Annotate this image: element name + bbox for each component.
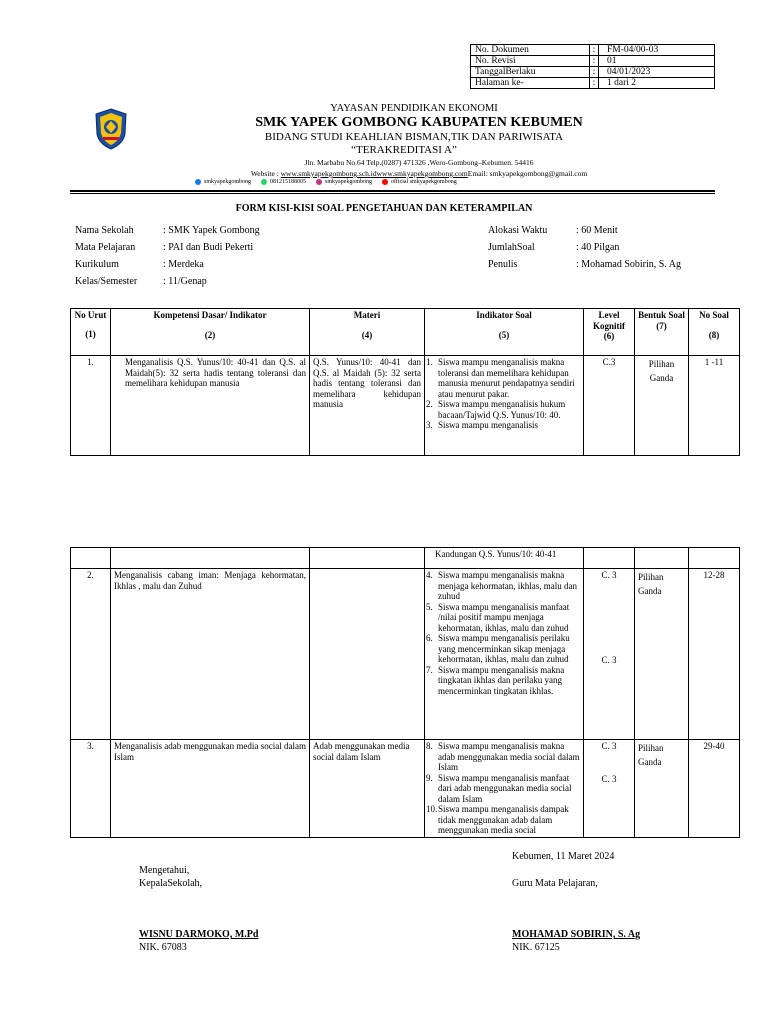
indicator-item: 10. Siswa mampu menganalisis dampak tidak menggunakan adab dalam menggunakan media social (426, 804, 569, 835)
website-prefix: Website : (250, 169, 281, 178)
col-header-kd: Kompetensi Dasar/ Indikator (2) (111, 309, 310, 356)
doc-control-row (471, 78, 715, 89)
youtube-icon (382, 179, 388, 185)
row2-no: 2. (71, 569, 111, 740)
row1-indikator-continued: Kandungan Q.S. Yunus/10: 40-41 (425, 548, 584, 569)
row2-indikator (425, 569, 584, 740)
row2-materi (310, 569, 425, 740)
table-row (71, 569, 740, 740)
social-item (261, 179, 306, 185)
letterhead-rule-thick (70, 190, 715, 192)
row1-no: 1. (71, 356, 111, 456)
indicator-item: 2. Siswa mampu menganalisis hukum bacaan/Tajwid Q.S. Yunus/10: 40. (426, 399, 566, 420)
row2-level: C. 3 C. 3 (584, 569, 635, 740)
doc-control-sep: : (590, 56, 599, 67)
instagram-icon (316, 179, 322, 185)
social-handle: smkyapekgombong (325, 179, 372, 185)
doc-control-row (471, 67, 715, 78)
meta-label: Kurikulum (75, 259, 119, 270)
meta-label: Kelas/Semester (75, 276, 138, 287)
doc-control-value: FM-04/00-03 (599, 45, 715, 56)
place-date: Kebumen, 11 Maret 2024 (512, 851, 615, 862)
signature-left-line1: Mengetahui, (139, 865, 190, 876)
doc-control-value: 1 dari 2 (599, 78, 715, 89)
indicator-item: 7. Siswa mampu menganalisis makna tingkatan ikhlas dan perilaku yang mencerminkan tingkatan ikhlas. (426, 664, 565, 696)
row3-indikator (425, 740, 584, 838)
meta-value: : Merdeka (163, 259, 204, 270)
social-item (382, 179, 457, 185)
social-handle: 081215188005 (270, 179, 306, 185)
teacher-nik: NIK. 67125 (512, 942, 560, 953)
row2-nosoal: 12-28 (689, 569, 740, 740)
meta-value: : Mohamad Sobirin, S. Ag (576, 259, 682, 270)
row1-bentuk: Pilihan Ganda (635, 356, 689, 456)
row3-nosoal: 29-40 (689, 740, 740, 838)
form-title: FORM KISI-KISI SOAL PENGETAHUAN DAN KETERAMPILAN (235, 203, 533, 214)
meta-value: : 40 Pilgan (576, 242, 620, 253)
indicator-item: 8. Siswa mampu menganalisis makna adab menggunakan media social dalam Islam (426, 741, 580, 772)
principal-nik: NIK. 67083 (139, 942, 187, 953)
row1-level: C.3 (584, 356, 635, 456)
website-link[interactable]: www.smkyapekgombong.sch.idwww.smkyapekgombong.com (280, 169, 468, 178)
social-media-row (195, 179, 457, 185)
indicator-item: 4. Siswa mampu menganalisis makna menjaga kehormatan, ikhlas, malu dan zuhud (426, 570, 577, 601)
doc-control-label: No. Revisi (471, 56, 590, 67)
table-header-row (71, 309, 740, 356)
facebook-icon (195, 179, 201, 185)
meta-value: : SMK Yapek Gombong (163, 225, 260, 236)
col-header-indikator: Indikator Soal (5) (425, 309, 584, 356)
meta-label: Nama Sekolah (75, 225, 134, 236)
accreditation: “TERAKREDITASI A” (351, 144, 457, 156)
col-header-materi: Materi (4) (310, 309, 425, 356)
col-header-no: No Urut (1) (71, 309, 111, 356)
doc-control-label: Halaman ke- (471, 78, 590, 89)
col-header-nosoal: No Soal (8) (689, 309, 740, 356)
teacher-name: MOHAMAD SOBIRIN, S. Ag (512, 929, 641, 940)
doc-control-sep: : (590, 78, 599, 89)
social-handle: smkyapekgombong (204, 179, 251, 185)
school-website-line (0, 169, 768, 178)
foundation-name: YAYASAN PENDIDIKAN EKONOMI (330, 103, 498, 114)
meta-value: : 11/Genap (163, 276, 207, 287)
whatsapp-icon (261, 179, 267, 185)
doc-control-value: 01 (599, 56, 715, 67)
indicator-item: 1. Siswa mampu menganalisis makna toleransi dan memelihara kehidupan manusia menurut pendapatnya sendiri atau menurut pakar. (426, 357, 575, 399)
meta-value: : 60 Menit (576, 225, 618, 236)
doc-control-value: 04/01/2023 (599, 67, 715, 78)
doc-control-row (471, 56, 715, 67)
meta-label: JumlahSoal (488, 242, 535, 253)
department-name: BIDANG STUDI KEAHLIAN BISMAN,TIK DAN PARIWISATA (264, 131, 564, 143)
doc-control-row (471, 45, 715, 56)
school-name: SMK YAPEK GOMBONG KABUPATEN KEBUMEN (255, 115, 583, 130)
signature-right-line: Guru Mata Pelajaran, (512, 878, 598, 889)
doc-control-sep: : (590, 67, 599, 78)
indicator-item: 3. Siswa mampu menganalisis (426, 420, 538, 430)
row2-bentuk: Pilihan Ganda (635, 569, 689, 740)
doc-control-label: TanggalBerlaku (471, 67, 590, 78)
row3-bentuk: Pilihan Ganda (635, 740, 689, 838)
doc-control-label: No. Dokumen (471, 45, 590, 56)
indicator-item: 5. Siswa mampu menganalisis manfaat /nilai positif mampu menjaga kehormatan, ikhlas, malu dan zuhud (426, 601, 570, 633)
indicator-item: 6. Siswa mampu menganalisis perilaku yang mencerminkan sikap menjaga kehormatan, ikhlas, malu dan zuhud (426, 633, 570, 664)
row3-kd: Menganalisis adab menggunakan media social dalam Islam (111, 740, 310, 838)
kisi-kisi-table-part-2 (70, 547, 740, 838)
meta-label: Alokasi Waktu (488, 225, 548, 236)
row3-no: 3. (71, 740, 111, 838)
row1-nosoal: 1 -11 (689, 356, 740, 456)
social-item (195, 179, 251, 185)
row1-kd: Menganalisis Q.S. Yunus/10: 40-41 dan Q.S. al Maidah(5): 32 serta hadis tentang toleransi dan memelihara kehidupan manusia (111, 356, 310, 456)
row1-indikator (425, 356, 584, 456)
letterhead-rule-thin (70, 193, 715, 194)
row3-level: C. 3 C. 3 (584, 740, 635, 838)
col-header-level: Level Kognitif (6) (584, 309, 635, 356)
row3-materi: Adab menggunakan media social dalam Islam (310, 740, 425, 838)
meta-label: Mata Pelajaran (75, 242, 136, 253)
indicator-item: 9. Siswa mampu menganalisis manfaat dari adab menggunakan media social dalam Islam (426, 772, 572, 804)
school-address: Jln. Marbabu No.64 Telp.(0287) 471326 ,Wero-Gombong–Kebumen. 54416 (304, 158, 534, 167)
email-text: Email: smkyapekgombong@gmail.com (467, 169, 588, 178)
signature-left-line2: KepalaSekolah, (139, 878, 203, 889)
col-header-bentuk: Bentuk Soal (7) (635, 309, 689, 356)
table-row (71, 548, 740, 569)
table-row (71, 740, 740, 838)
row1-materi: Q.S. Yunus/10: 40-41 dan Q.S. al Maidah (5): 32 serta hadis tentang toleransi dan memelihara kehidupan manusia (310, 356, 425, 456)
social-item (316, 179, 372, 185)
social-handle: official smkyapekgombong (391, 179, 457, 185)
document-control-table (470, 44, 715, 89)
doc-control-sep: : (590, 45, 599, 56)
meta-value: : PAI dan Budi Pekerti (163, 242, 254, 253)
meta-label: Penulis (488, 259, 518, 270)
table-row (71, 356, 740, 456)
row2-kd: Menganalisis cabang iman: Menjaga kehormatan, Ikhlas , malu dan Zuhud (111, 569, 310, 740)
principal-name: WISNU DARMOKO, M.Pd (139, 929, 259, 940)
kisi-kisi-table-part-1 (70, 308, 740, 456)
